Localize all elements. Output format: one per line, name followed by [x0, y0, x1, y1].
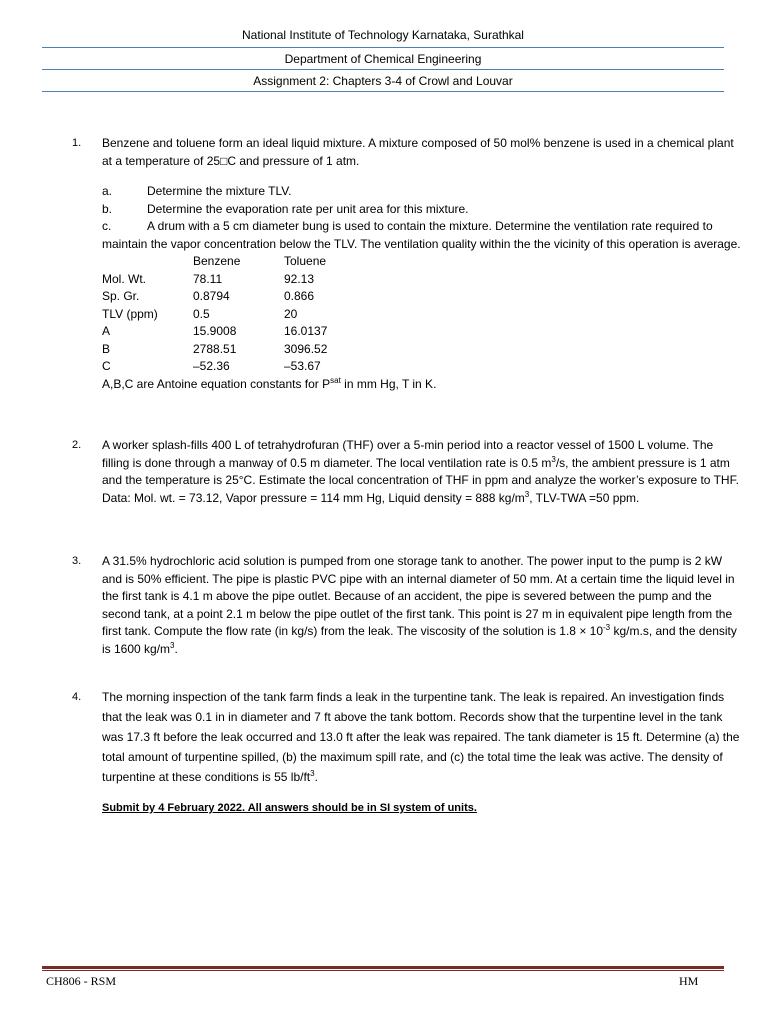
question-3: [72, 553, 742, 658]
subquestion-text: Determine the evaporation rate per unit area for this mixture.: [147, 201, 469, 216]
question-number: 4.: [72, 691, 82, 703]
property-table: [102, 253, 404, 376]
table-cell: 0.5: [193, 306, 210, 321]
table-header-cell: Toluene: [284, 254, 327, 268]
note-superscript: sat: [330, 375, 341, 385]
note-text: A,B,C are Antoine equation constants for P: [102, 376, 331, 391]
document-header: [42, 26, 724, 92]
question-2: [72, 437, 742, 507]
footer-course-code: CH806 - RSM: [46, 974, 117, 988]
table-cell: 15.9008: [193, 324, 237, 338]
subquestion-label: a.: [102, 184, 113, 198]
table-cell: 20: [284, 306, 298, 321]
table-cell: 92.13: [284, 271, 315, 286]
text-run: /s, the ambient pressure is 1 atm and the temperature is 25°C. Estimate the local concentration of THF in ppm and analyze the worker’s exposure to THF. Data: Mol. wt. = 73.12, Vapor pressure = 114 mm Hg, Liquid density = 888 kg/m: [102, 455, 739, 505]
question-text: [102, 437, 742, 507]
table-cell: A: [102, 324, 111, 338]
table-cell: C: [102, 359, 111, 373]
text-run: .: [174, 641, 178, 656]
subquestion-label: c.: [102, 219, 112, 233]
text-run: A 31.5% hydrochloric acid solution is pumped from one storage tank to another. The power input to the pump is 2 kW and is 50% efficient. The pipe is plastic PVC pipe with an internal diameter of 50 mm. At a certain time the liquid level in the first tank is 4.1 m above the pipe outlet. Because of an accident, the pipe is severed between the pump and the second tank, at a point 2.1 m below the pipe outlet of the first tank. This point is 27 m in equivalent pipe length from the first tank. Compute the flow rate (in kg/s) from the leak. The viscosity of the solution is 1.8 × 10: [102, 554, 735, 638]
text-run: , TLV-TWA =50 ppm.: [529, 490, 640, 505]
institute-name: National Institute of Technology Karnataka, Surathkal: [42, 26, 724, 48]
subquestion-c: [102, 218, 742, 253]
table-row: [102, 323, 404, 341]
table-row: [102, 358, 404, 376]
table-cell: 0.8794: [193, 289, 230, 303]
table-cell: 2788.51: [193, 341, 237, 356]
table-row: [102, 341, 404, 359]
table-cell: –53.67: [284, 359, 321, 373]
table-cell: B: [102, 341, 111, 356]
assignment-title: Assignment 2: Chapters 3-4 of Crowl and Louvar: [42, 70, 724, 92]
question-1: [72, 135, 742, 393]
table-cell: 78.11: [193, 271, 223, 286]
question-text: [102, 687, 742, 787]
table-cell: 3096.52: [284, 341, 328, 356]
text-run: kg/m.s, and the density is 1600 kg/m: [102, 624, 737, 656]
table-header-cell: [102, 253, 193, 271]
superscript: 3: [170, 640, 175, 650]
subquestion-text: A drum with a 5 cm diameter bung is used to contain the mixture. Determine the ventilation rate required to maintain the vapor concentration below the TLV. The ventilation quality within the the vicinity of this operation is average.: [102, 219, 741, 251]
subquestion-a: [102, 183, 742, 201]
table-row: [102, 288, 404, 306]
question-text: Benzene and toluene form an ideal liquid mixture. A mixture composed of 50 mol% benzene is used in a chemical plant at a temperature of 25□C and pressure of 1 atm.: [102, 136, 734, 168]
footer-divider: [42, 966, 724, 969]
antoine-note: [102, 376, 742, 394]
question-number: 3.: [72, 555, 82, 567]
text-run: The morning inspection of the tank farm finds a leak in the turpentine tank. The leak is repaired. An investigation finds that the leak was 0.1 in in diameter and 7 ft above the tank bottom. Records show that the turpentine level in the tank was 17.3 ft before the leak occurred and 13.0 ft after the leak was repaired. The tank diameter is 15 ft. Determine (a) the total amount of turpentine spilled, (b) the maximum spill rate, and (c) the total time the leak was active. The density of turpentine at these conditions is 55 lb/ft: [102, 690, 740, 784]
table-cell: TLV (ppm): [102, 306, 158, 321]
footer-divider-thin: [42, 970, 724, 971]
superscript: 3: [524, 489, 530, 499]
superscript: -3: [603, 623, 611, 632]
question-number: 2.: [72, 439, 82, 451]
question-4: [72, 687, 742, 787]
submission-note: Submit by 4 February 2022. All answers should be in SI system of units.: [102, 802, 477, 814]
footer-initials: HM: [679, 974, 699, 988]
table-header-cell: Benzene: [193, 254, 241, 268]
table-header-row: [102, 253, 404, 271]
question-number: 1.: [72, 137, 82, 149]
table-cell: 16.0137: [284, 324, 328, 338]
text-run: A worker splash-fills 400 L of tetrahydrofuran (THF) over a 5-min period into a reactor vessel of 1500 L volume. The filling is done through a manway of 0.5 m diameter. The local ventilation rate is 0.5 m: [102, 438, 714, 470]
department-name: Department of Chemical Engineering: [42, 48, 724, 70]
subquestion-b: [102, 201, 742, 219]
text-run: .: [314, 770, 318, 784]
table-row: [102, 271, 404, 289]
subquestion-label: b.: [102, 201, 113, 216]
superscript: 3: [310, 769, 315, 778]
table-cell: –52.36: [193, 359, 230, 373]
table-cell: Mol. Wt.: [102, 271, 146, 286]
note-text: in mm Hg, T in K.: [340, 376, 437, 391]
superscript: 3: [551, 454, 556, 464]
question-text: [102, 553, 742, 658]
table-cell: 0.866: [284, 289, 315, 303]
subquestion-text: Determine the mixture TLV.: [147, 184, 292, 198]
table-row: [102, 306, 404, 324]
table-cell: Sp. Gr.: [102, 289, 140, 303]
